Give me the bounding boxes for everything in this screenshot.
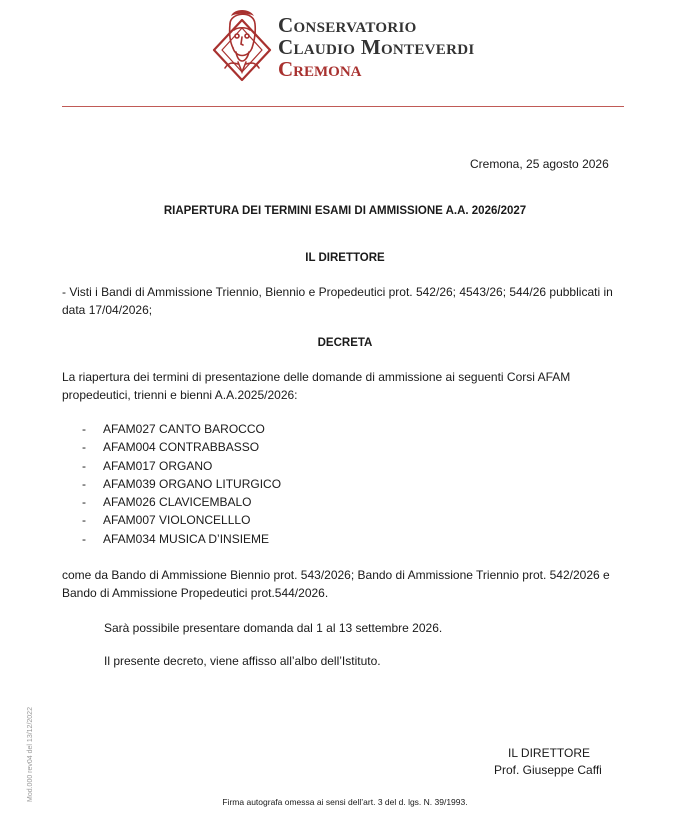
course-label: AFAM027 CANTO BAROCCO	[103, 422, 265, 436]
course-label: AFAM017 ORGANO	[103, 458, 213, 473]
list-bullet: -	[82, 495, 86, 510]
intro-paragraph: La riapertura dei termini di presentazione delle domande di ammissione ai seguenti Corsi AFAM propedeutici, trienni e bienni A.A.2025/2026:	[62, 370, 571, 402]
list-item	[82, 438, 281, 456]
list-item	[82, 457, 281, 475]
list-item	[82, 475, 281, 493]
list-item	[82, 420, 281, 438]
decree-title: RIAPERTURA DEI TERMINI ESAMI DI AMMISSIONE A.A. 2026/2027	[163, 205, 527, 217]
list-item	[82, 530, 281, 548]
direttore-heading: IL DIRETTORE	[305, 252, 385, 264]
letterhead-line-2: Claudio Monteverdi	[278, 35, 475, 59]
letterhead-logo	[208, 6, 508, 86]
list-bullet: -	[82, 422, 86, 436]
list-bullet: -	[82, 531, 86, 546]
bando-paragraph: come da Bando di Ammissione Biennio prot. 543/2026; Bando di Ammissione Triennio prot. 542/2026 e Bando di Ammissione Propedeutici prot.544/2026.	[62, 568, 610, 600]
signature-name: Prof. Giuseppe Caffi	[494, 763, 602, 777]
course-label: AFAM007 VIOLONCELLLO	[103, 513, 251, 528]
course-label: AFAM034 MUSICA D’INSIEME	[103, 531, 270, 546]
letterhead-text	[278, 14, 475, 80]
list-item	[82, 493, 281, 511]
course-list	[82, 420, 281, 548]
list-bullet: -	[82, 476, 86, 491]
footnote: Firma autografa omessa ai sensi dell’art. 3 del d. lgs. N. 39/1993.	[222, 797, 468, 807]
list-bullet: -	[82, 513, 86, 528]
posting-notice-text: Il presente decreto, viene affisso all’albo dell’Istituto.	[104, 654, 381, 668]
course-label: AFAM026 CLAVICEMBALO	[103, 495, 252, 510]
form-revision-note: Mod.000 rev04 del 13/12/2022	[27, 707, 34, 802]
visti-paragraph: - Visti i Bandi di Ammissione Triennio, Biennio e Propedeutici prot. 542/26; 4543/26; 544/26 pubblicati in data 17/04/2026;	[62, 285, 613, 317]
signature-role: IL DIRETTORE	[508, 746, 591, 760]
list-item	[82, 511, 281, 529]
letterhead-line-1: Conservatorio	[278, 13, 417, 37]
course-label: AFAM039 ORGANO LITURGICO	[103, 476, 282, 491]
header-divider	[62, 106, 624, 107]
course-label: AFAM004 CONTRABBASSO	[103, 440, 260, 455]
letterhead-line-3: Cremona	[278, 57, 362, 81]
list-bullet: -	[82, 440, 86, 455]
monteverdi-portrait-emblem-icon	[208, 6, 276, 86]
list-bullet: -	[82, 458, 86, 473]
decreta-heading: DECRETA	[317, 337, 373, 349]
submission-period-text: Sarà possibile presentare domanda dal 1 al 13 settembre 2026.	[104, 621, 443, 635]
date-line: Cremona, 25 agosto 2026	[470, 157, 609, 171]
